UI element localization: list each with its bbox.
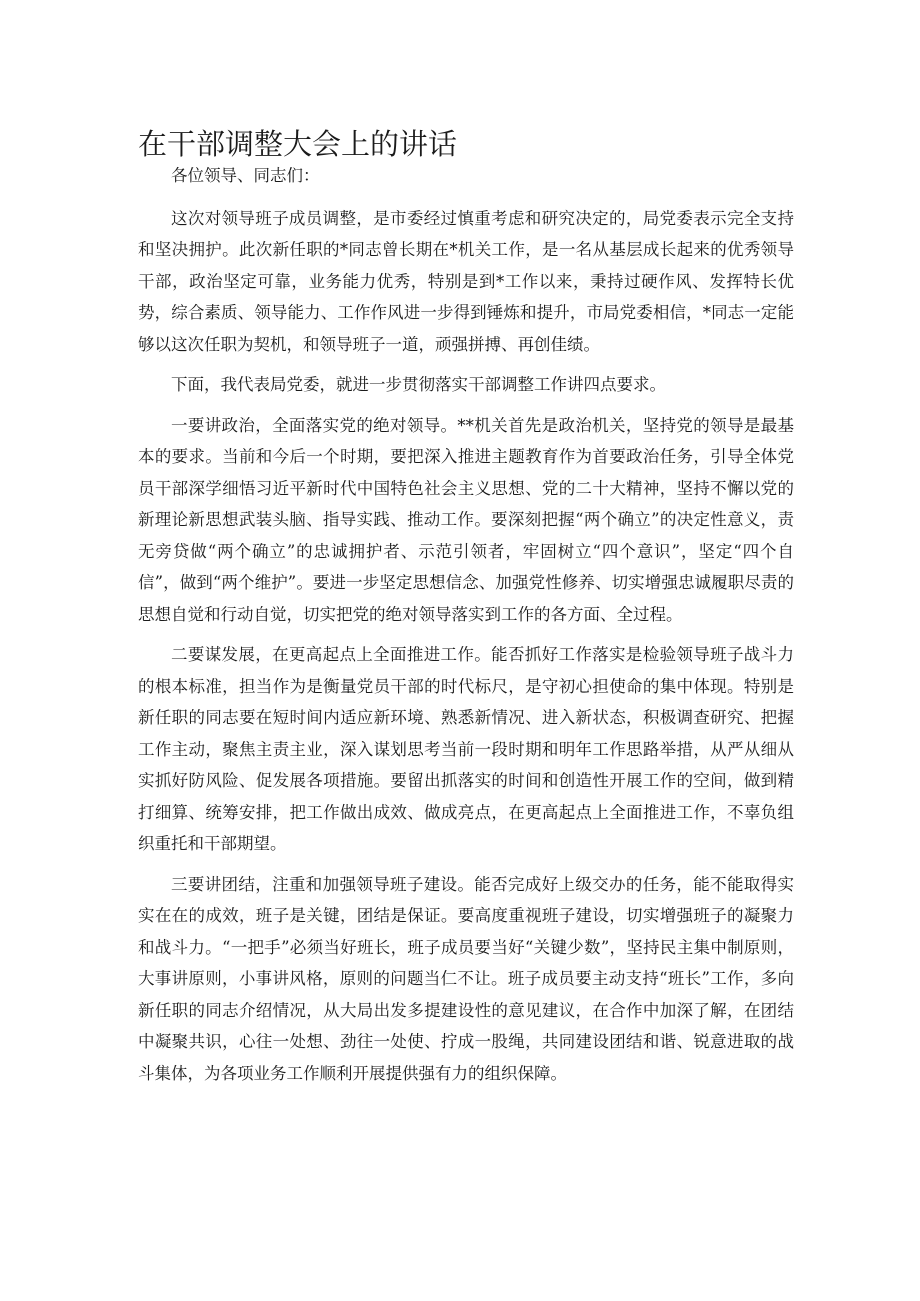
- paragraph-unity: 三要讲团结，注重和加强领导班子建设。能否完成好上级交办的任务，能不能取得实实在在的成效，班子是关键，团结是保证。要高度重视班子建设，切实增强班子的凝聚力和战斗力。“一把手”必须当好班长，班子成员要当好“关键少数”，坚持民主集中制原则，大事讲原则，小事讲风格，原则的问题当仁不让。班子成员要主动支持“班长”工作，多向新任职的同志介绍情况，从大局出发多提建设性的意见建议，在合作中加深了解，在团结中凝聚共识，心往一处想、劲往一处使、拧成一股绳，共同建设团结和谐、锐意进取的战斗集体，为各项业务工作顺利开展提供强有力的组织保障。: [138, 874, 794, 1083]
- document-body: [138, 160, 794, 1098]
- paragraph-politics: 一要讲政治，全面落实党的绝对领导。**机关首先是政治机关，坚持党的领导是最基本的要求。当前和今后一个时期，要把深入推进主题教育作为首要政治任务，引导全体党员干部深学细悟习近平新时代中国特色社会主义思想、党的二十大精神，坚持不懈以党的新理论新思想武装头脑、指导实践、推动工作。要深刻把握“两个确立”的决定性意义，责无旁贷做“两个确立”的忠诚拥护者、示范引领者，牢固树立“四个意识”，坚定“四个自信”，做到“两个维护”。要进一步坚定思想信念、加强党性修养、切实增强忠诚履职尽责的思想自觉和行动自觉，切实把党的绝对领导落实到工作的各方面、全过程。: [138, 415, 794, 624]
- salutation: 各位领导、同志们：: [171, 166, 320, 185]
- paragraph-development: 二要谋发展，在更高起点上全面推进工作。能否抓好工作落实是检验领导班子战斗力的根本标准，担当作为是衡量党员干部的时代标尺，是守初心担使命的集中体现。特别是新任职的同志要在短时间内适应新环境、熟悉新情况、进入新状态，积极调查研究、把握工作主动，聚焦主责主业，深入谋划思考当前一段时期和明年工作思路举措，从严从细从实抓好防风险、促发展各项措施。要留出抓落实的时间和创造性开展工作的空间，做到精打细算、统筹安排，把工作做出成效、做成亮点，在更高起点上全面推进工作，不辜负组织重托和干部期望。: [138, 645, 794, 853]
- paragraph-intro: 下面，我代表局党委，就进一步贯彻落实干部调整工作讲四点要求。: [171, 375, 666, 394]
- paragraph-appointment: 这次对领导班子成员调整，是市委经过慎重考虑和研究决定的，局党委表示完全支持和坚决拥护。此次新任职的*同志曾长期在*机关工作，是一名从基层成长起来的优秀领导干部，政治坚定可靠，业务能力优秀，特别是到*工作以来，秉持过硬作风、发挥特长优势，综合素质、领导能力、工作作风进一步得到锤炼和提升，市局党委相信，*同志一定能够以这次任职为契机，和领导班子一道，顽强拼搏、再创佳绩。: [138, 208, 794, 354]
- document-title: 在干部调整大会上的讲话: [138, 127, 458, 161]
